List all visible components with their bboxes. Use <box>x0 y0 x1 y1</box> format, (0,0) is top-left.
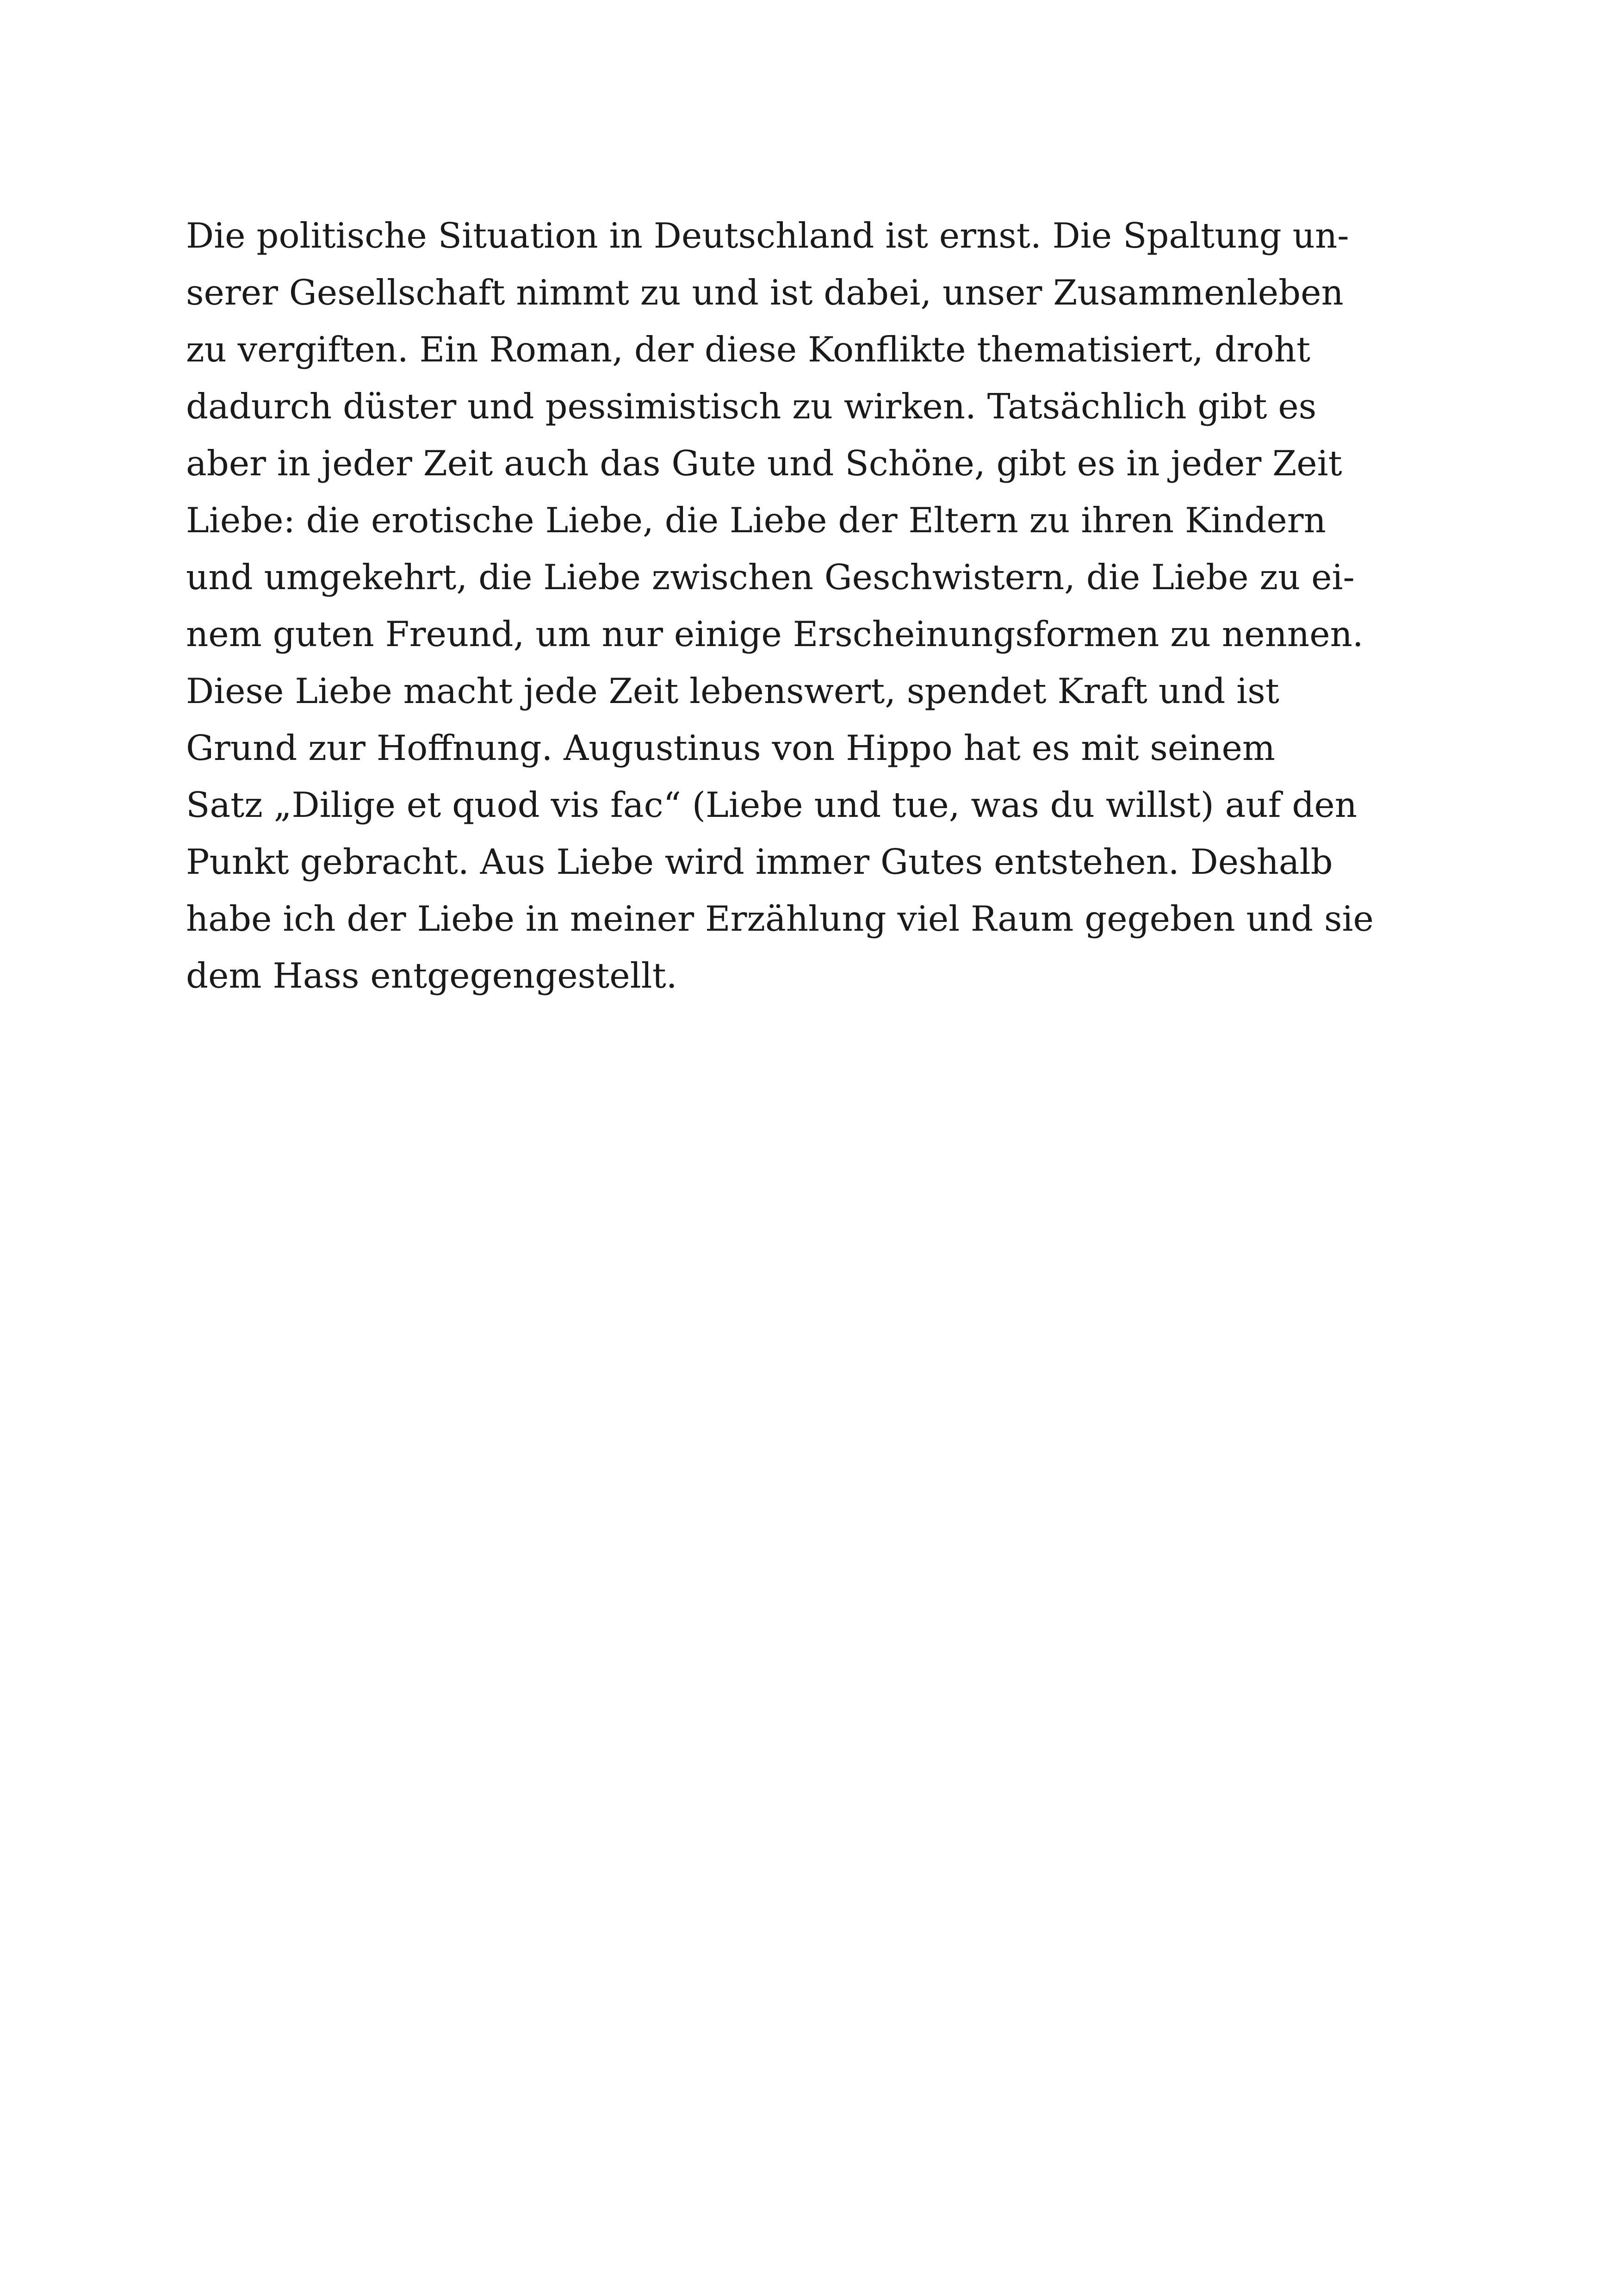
paragraph-line-4: dadurch düster und pessimistisch zu wirken. Tatsächlich gibt es <box>186 386 1317 427</box>
paragraph-line-2: serer Gesellschaft nimmt zu und ist dabei, unser Zusammenleben <box>186 272 1344 313</box>
paragraph-line-14: dem Hass entgegengestellt. <box>186 955 677 996</box>
paragraph-line-1: Die politische Situation in Deutschland ist ernst. Die Spaltung un- <box>186 215 1349 256</box>
paragraph-line-13: habe ich der Liebe in meiner Erzählung viel Raum gegeben und sie <box>186 898 1374 939</box>
paragraph-line-5: aber in jeder Zeit auch das Gute und Schöne, gibt es in jeder Zeit <box>186 443 1342 484</box>
paragraph-line-3: zu vergiften. Ein Roman, der diese Konflikte thematisiert, droht <box>186 329 1311 370</box>
paragraph-line-11: Satz „Dilige et quod vis fac“ (Liebe und tue, was du willst) auf den <box>186 784 1358 825</box>
paragraph-line-9: Diese Liebe macht jede Zeit lebenswert, spendet Kraft und ist <box>186 671 1279 711</box>
body-paragraph <box>186 207 1463 1004</box>
paragraph-line-7: und umgekehrt, die Liebe zwischen Geschwistern, die Liebe zu ei- <box>186 557 1355 597</box>
paragraph-line-10: Grund zur Hoffnung. Augustinus von Hippo hat es mit seinem <box>186 728 1276 768</box>
paragraph-line-8: nem guten Freund, um nur einige Erscheinungsformen zu nennen. <box>186 614 1364 654</box>
paragraph-line-6: Liebe: die erotische Liebe, die Liebe der Eltern zu ihren Kindern <box>186 500 1326 541</box>
paragraph-line-12: Punkt gebracht. Aus Liebe wird immer Gutes entstehen. Deshalb <box>186 841 1333 882</box>
